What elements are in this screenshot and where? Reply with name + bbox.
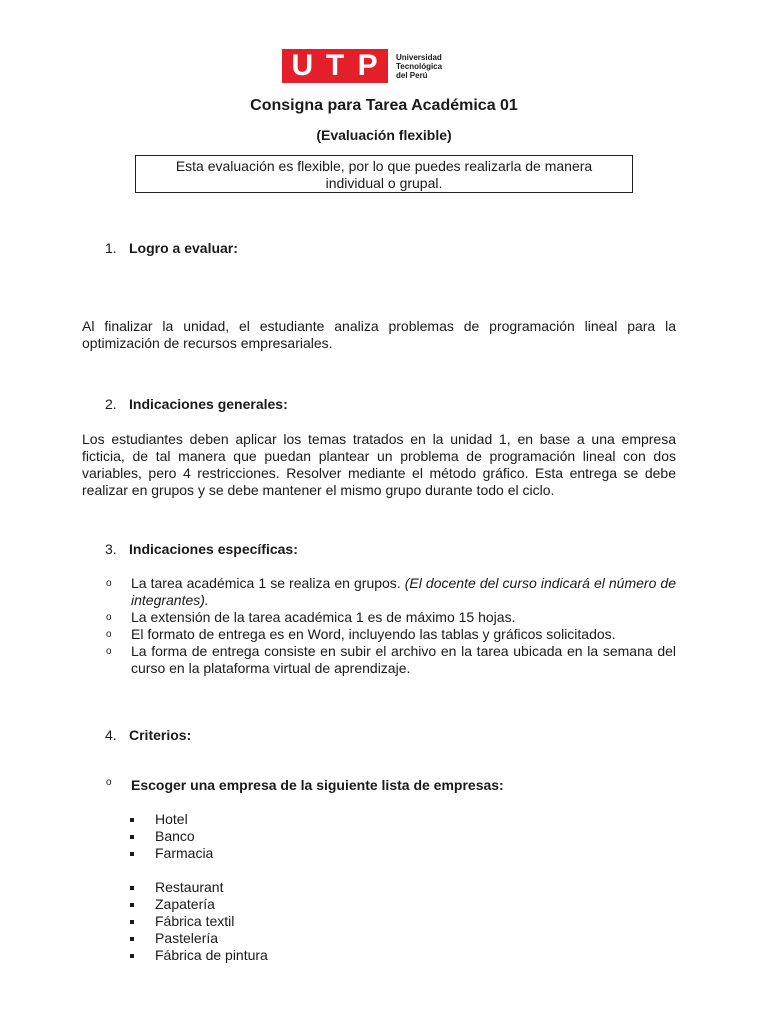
generales-paragraph: Los estudiantes deben aplicar los temas tratados en la unidad 1, en base a una empresa ficticia, de tal manera que puedan plantear un problema de programación lineal con dos variables, pero 4 restricciones. Resolver mediante el método gráfico. Esta entrega se debe realizar en grupos y se debe mantener el mismo grupo durante todo el ciclo. bbox=[82, 431, 676, 498]
list-item-text: Fábrica de pintura bbox=[155, 947, 268, 963]
criterios-subheading bbox=[106, 777, 504, 793]
logo-text-line: del Perú bbox=[396, 70, 428, 80]
square-bullet-icon bbox=[130, 954, 134, 958]
bullet-circle-icon: o bbox=[106, 629, 112, 640]
section-label: Criterios: bbox=[129, 727, 192, 743]
section-number: 1. bbox=[105, 240, 117, 256]
square-bullet-icon bbox=[130, 903, 134, 907]
list-item-text: Pastelería bbox=[155, 930, 219, 946]
list-item-text: Farmacia bbox=[155, 845, 214, 861]
list-item-text: Restaurant bbox=[155, 879, 224, 895]
notice-box bbox=[135, 155, 633, 193]
section-label: Logro a evaluar: bbox=[129, 240, 238, 256]
document-subtitle: (Evaluación flexible) bbox=[316, 127, 452, 143]
logro-paragraph: Al finalizar la unidad, el estudiante analiza problemas de programación lineal para la optimización de recursos empresariales. bbox=[82, 318, 676, 351]
list-item-text: La extensión de la tarea académica 1 es de máximo 15 hojas. bbox=[131, 609, 516, 625]
list-item bbox=[130, 947, 268, 964]
logo-letter-p: P bbox=[357, 49, 378, 82]
square-bullet-icon bbox=[130, 852, 134, 856]
logo-text-line: Tecnológica bbox=[396, 61, 443, 71]
list-item bbox=[106, 643, 676, 677]
section-heading-especificas bbox=[105, 541, 298, 557]
list-item-text: Fábrica textil bbox=[155, 913, 235, 929]
bullet-circle-icon: o bbox=[106, 646, 112, 657]
logo-mark bbox=[282, 49, 388, 83]
list-item bbox=[130, 913, 268, 930]
section-number: 4. bbox=[105, 727, 117, 743]
list-item bbox=[106, 609, 676, 626]
list-item-text: Zapatería bbox=[155, 896, 215, 912]
criterios-heading-text: Escoger una empresa de la siguiente lista de empresas: bbox=[131, 777, 504, 793]
section-number: 3. bbox=[105, 541, 117, 557]
list-item bbox=[106, 575, 676, 609]
list-item-text: Banco bbox=[155, 828, 195, 844]
utp-logo bbox=[282, 49, 456, 83]
list-item-text: El formato de entrega es en Word, incluyendo las tablas y gráficos solicitados. bbox=[131, 626, 616, 642]
especificas-list bbox=[106, 575, 676, 677]
bullet-circle-icon: o bbox=[106, 777, 112, 788]
square-bullet-icon bbox=[130, 818, 134, 822]
list-item-text: Hotel bbox=[155, 811, 188, 827]
section-number: 2. bbox=[105, 396, 117, 412]
section-heading-generales bbox=[105, 396, 288, 412]
list-item bbox=[106, 626, 676, 643]
notice-line: individual o grupal. bbox=[325, 175, 443, 191]
square-bullet-icon bbox=[130, 920, 134, 924]
document-title: Consigna para Tarea Académica 01 bbox=[250, 97, 518, 114]
list-item bbox=[130, 845, 213, 862]
square-bullet-icon bbox=[130, 835, 134, 839]
section-heading-criterios bbox=[105, 727, 191, 743]
square-bullet-icon bbox=[130, 937, 134, 941]
notice-line: Esta evaluación es flexible, por lo que puedes realizarla de manera bbox=[175, 158, 593, 174]
section-heading-logro bbox=[105, 240, 238, 256]
section-label: Indicaciones generales: bbox=[129, 396, 288, 412]
bullet-circle-icon: o bbox=[106, 578, 112, 589]
list-item-text: La tarea académica 1 se realiza en grupos. bbox=[131, 575, 405, 591]
logo-letter-t: T bbox=[325, 49, 345, 82]
list-item bbox=[130, 811, 213, 828]
square-bullet-icon bbox=[130, 886, 134, 890]
list-item-text: La forma de entrega consiste en subir el archivo en la tarea ubicada en la semana del curso en la plataforma virtual de aprendizaje. bbox=[131, 643, 676, 676]
logo-text-line: Universidad bbox=[396, 52, 442, 62]
bullet-circle-icon: o bbox=[106, 612, 112, 623]
list-item-note: (El docente del curso indicará el número de integrantes). bbox=[131, 575, 677, 608]
list-item bbox=[130, 828, 213, 845]
logo-wordmark bbox=[396, 53, 456, 80]
list-item bbox=[130, 896, 268, 913]
list-item bbox=[130, 879, 268, 896]
empresas-list-2 bbox=[130, 879, 268, 964]
logo-letter-u: U bbox=[291, 49, 314, 82]
list-item bbox=[130, 930, 268, 947]
empresas-list-1 bbox=[130, 811, 213, 862]
section-label: Indicaciones específicas: bbox=[129, 541, 298, 557]
